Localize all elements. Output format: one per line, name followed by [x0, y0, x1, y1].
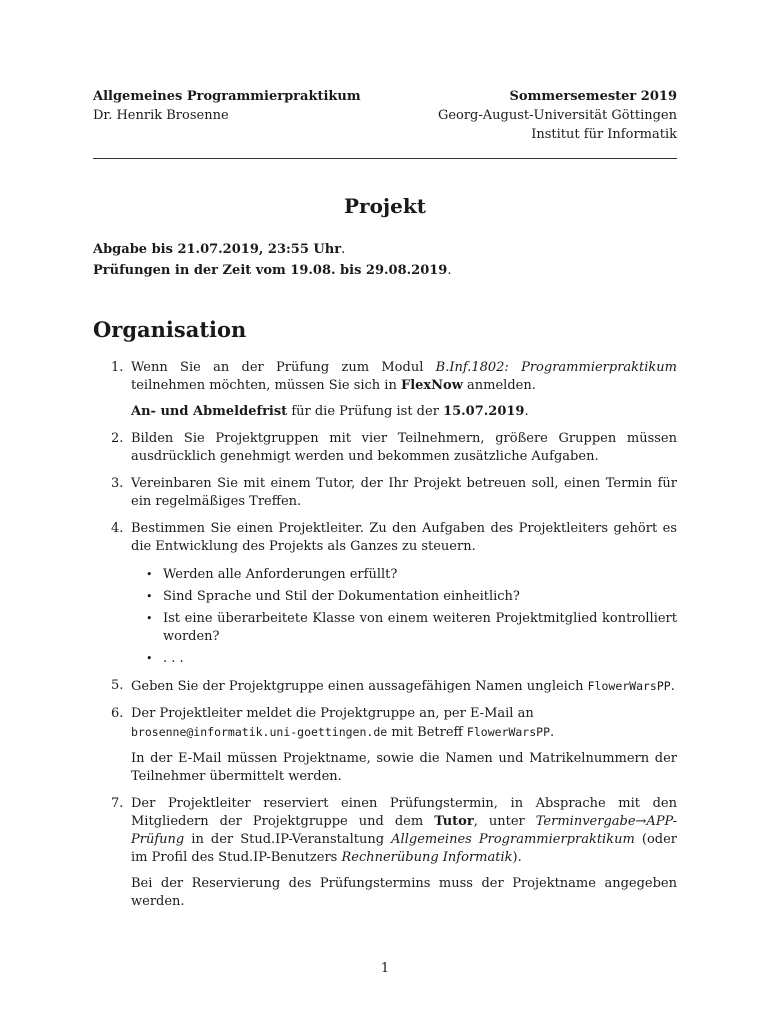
- text-run: teilnehmen möchten, müssen Sie sich in: [131, 378, 401, 393]
- section-heading: Organisation: [93, 317, 247, 342]
- item-7-reservation-paragraph: Bei der Reservierung des Prüfungstermins muss der Projektname angegeben werden.: [131, 876, 677, 909]
- text-run: ).: [512, 850, 522, 865]
- text-run: , unter: [473, 814, 536, 829]
- exam-period-period: .: [447, 263, 452, 278]
- page-header: [93, 88, 677, 145]
- bullet-item: [131, 566, 677, 584]
- bullet-icon: •: [146, 612, 153, 625]
- lecturer-name: Dr. Henrik Brosenne: [93, 108, 229, 123]
- item-number: 4.: [111, 521, 124, 536]
- item-5-paragraph: [131, 677, 677, 696]
- text-run: .: [670, 679, 675, 694]
- registration-deadline-label: An- und Abmeldefrist: [131, 404, 288, 419]
- semester: Sommersemester 2019: [509, 89, 677, 104]
- list-item-5: [93, 677, 677, 696]
- item-number: 7.: [111, 796, 124, 811]
- item-6-email-content-paragraph: In der E-Mail müssen Projektname, sowie die Namen und Matrikelnummern der Teilnehmer übermittelt werden.: [131, 751, 677, 784]
- list-item-6: [93, 705, 677, 786]
- text-run: Geben Sie der Projektgruppe einen aussagefähigen Namen ungleich: [131, 679, 588, 694]
- item-1-deadline-paragraph: [131, 403, 677, 421]
- item-4-paragraph: Bestimmen Sie einen Projektleiter. Zu den Aufgaben des Projektleiters gehört es die Entwicklung des Projekts als Ganzes zu steuern.: [131, 521, 677, 554]
- course-title: Allgemeines Programmierpraktikum: [93, 89, 361, 104]
- exam-period-text: Prüfungen in der Zeit vom 19.08. bis 29.08.2019: [93, 263, 448, 278]
- email-address[interactable]: brosenne@informatik.uni-goettingen.de: [131, 725, 388, 739]
- item-1-paragraph: [131, 359, 677, 395]
- text-run: anmelden.: [462, 378, 536, 393]
- item-6-paragraph: [131, 705, 677, 742]
- flexnow-term: FlexNow: [400, 378, 463, 393]
- user-name: Rechnerübung Informatik: [341, 850, 513, 865]
- document-page: [93, 88, 677, 920]
- text-run: (oder im Profil des Stud.IP-Benutzers: [131, 832, 677, 865]
- submission-deadline-period: .: [341, 242, 346, 257]
- list-item-3: [93, 475, 677, 511]
- bullet-text: Werden alle Anforderungen erfüllt?: [163, 567, 398, 582]
- course-name: Allgemeines Programmierpraktikum: [391, 832, 635, 847]
- bullet-item: [131, 610, 677, 646]
- text-run: in der Stud.IP-Veranstaltung: [184, 832, 392, 847]
- bullet-text: Ist eine überarbeitete Klasse von einem weiteren Projektmitglied kontrolliert worden?: [163, 611, 677, 644]
- header-left: [93, 88, 361, 145]
- university: Georg-August-Universität Göttingen: [437, 108, 677, 123]
- submission-deadline-text: Abgabe bis 21.07.2019, 23:55 Uhr: [93, 242, 342, 257]
- bullet-icon: •: [146, 652, 153, 665]
- text-run: Der Projektleiter meldet die Projektgruppe an, per E-Mail an: [131, 706, 534, 721]
- organisation-list: [93, 359, 677, 911]
- item-number: 5.: [111, 678, 124, 693]
- text-run: mit Betreff: [387, 725, 467, 740]
- list-item-7: [93, 795, 677, 911]
- item-number: 3.: [111, 476, 124, 491]
- item-7-paragraph: [131, 795, 677, 867]
- list-item-2: [93, 430, 677, 466]
- text-run: .: [550, 725, 555, 740]
- bullet-text: Sind Sprache und Stil der Dokumentation einheitlich?: [163, 589, 520, 604]
- registration-deadline-date: 15.07.2019: [443, 404, 525, 419]
- page-number: 1: [380, 961, 390, 976]
- header-right: [438, 88, 677, 145]
- header-rule: [93, 158, 677, 159]
- menu-path: Terminvergabe→APP-Prüfung: [131, 814, 677, 847]
- bullet-list: [131, 566, 677, 668]
- bullet-item: [131, 650, 677, 668]
- exam-period: [93, 261, 677, 281]
- email-subject-code: FlowerWarsPP: [466, 725, 551, 739]
- module-name: B.Inf.1802: Programmierpraktikum: [435, 360, 678, 375]
- item-2-paragraph: Bilden Sie Projektgruppen mit vier Teilnehmern, größere Gruppen müssen ausdrücklich genehmigt werden und bekommen zusätzliche Aufgaben.: [131, 431, 677, 464]
- text-run: .: [524, 404, 529, 419]
- item-number: 2.: [111, 431, 124, 446]
- page-title: Projekt: [344, 194, 426, 218]
- item-number: 1.: [111, 360, 124, 375]
- tutor-term: Tutor: [434, 814, 474, 829]
- text-run: Wenn Sie an der Prüfung zum Modul: [131, 360, 436, 375]
- item-3-paragraph: Vereinbaren Sie mit einem Tutor, der Ihr Projekt betreuen soll, einen Termin für ein regelmäßiges Treffen.: [131, 476, 677, 509]
- submission-deadline: [93, 239, 677, 261]
- institute: Institut für Informatik: [531, 127, 677, 142]
- item-number: 6.: [111, 706, 124, 721]
- project-code-name: FlowerWarsPP: [587, 679, 671, 693]
- list-item-1: [93, 359, 677, 421]
- bullet-icon: •: [146, 590, 153, 603]
- text-run: für die Prüfung ist der: [287, 404, 444, 419]
- bullet-icon: •: [146, 568, 153, 581]
- text-run: Der Projektleiter reserviert einen Prüfungstermin, in Absprache mit den Mitgliedern der Projektgruppe und dem: [131, 796, 677, 829]
- bullet-text: . . .: [163, 651, 184, 666]
- list-item-4: [93, 520, 677, 668]
- bullet-item: [131, 588, 677, 606]
